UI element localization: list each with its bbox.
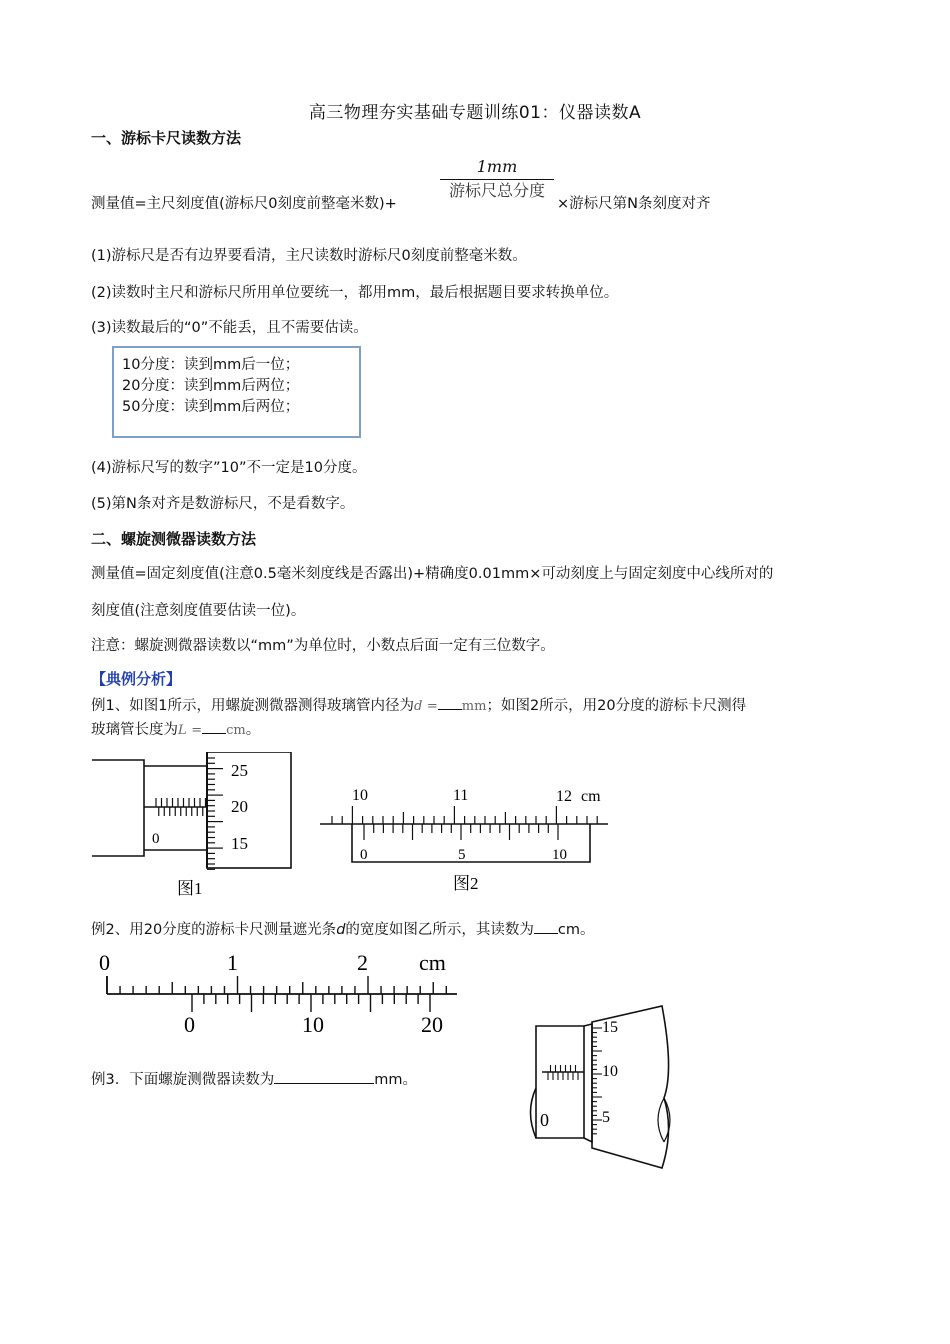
fig2-vernier-label-0: 0 bbox=[360, 847, 368, 863]
ex2-text-c: cm。 bbox=[557, 922, 595, 938]
point-3: (3)读数最后的“0”不能丢，且不需要估读。 bbox=[91, 320, 368, 336]
box-line: 20分度：读到mm后两位； bbox=[122, 378, 300, 394]
answer-blank[interactable] bbox=[202, 733, 226, 734]
fig3-vernier-label-0: 0 bbox=[184, 1012, 195, 1037]
ex2-text-a: 例2、用20分度的游标卡尺测量遮光条 bbox=[91, 922, 337, 938]
fig3-vernier-label-10: 10 bbox=[302, 1012, 324, 1037]
fig4-thimble-label-15: 15 bbox=[602, 1019, 618, 1036]
precision-box bbox=[112, 346, 361, 438]
example3-line bbox=[91, 1068, 417, 1089]
figure4-micrometer bbox=[522, 1002, 682, 1172]
ex1-unit-cm: cm bbox=[226, 723, 246, 738]
point-2: (2)读数时主尺和游标尺所用单位要统一，都用mm，最后根据题目要求转换单位。 bbox=[91, 285, 619, 301]
example2-line bbox=[91, 918, 595, 939]
fig3-main-label-2: 2 bbox=[357, 950, 368, 975]
answer-blank[interactable] bbox=[438, 709, 462, 710]
ex1-end: 。 bbox=[245, 722, 261, 738]
ex3-text-b: mm。 bbox=[374, 1072, 417, 1088]
fraction-denominator: 游标尺总分度 bbox=[448, 181, 545, 200]
fig2-vernier-label-10: 10 bbox=[552, 847, 567, 863]
answer-blank[interactable] bbox=[534, 933, 558, 934]
figure3-vernier bbox=[95, 948, 465, 1038]
formula-prefix: 测量值=主尺刻度值(游标尺0刻度前整毫米数)+ bbox=[91, 196, 397, 212]
formula-fraction bbox=[436, 156, 558, 201]
section2-heading: 二、螺旋测微器读数方法 bbox=[91, 530, 257, 548]
fig3-vernier-label-20: 20 bbox=[421, 1012, 443, 1037]
box-line: 50分度：读到mm后两位； bbox=[122, 399, 300, 415]
micrometer-line1: 测量值=固定刻度值(注意0.5毫米刻度线是否露出)+精确度0.01mm×可动刻度上与固定刻度中心线所对的 bbox=[91, 566, 774, 582]
example1-line1 bbox=[91, 694, 746, 715]
point-1: (1)游标尺是否有边界要看清，主尺读数时游标尺0刻度前整毫米数。 bbox=[91, 248, 527, 264]
micrometer-note: 注意：螺旋测微器读数以“mm”为单位时，小数点后面一定有三位数字。 bbox=[91, 638, 555, 654]
section1-heading: 一、游标卡尺读数方法 bbox=[91, 129, 242, 147]
figure1-micrometer bbox=[90, 752, 305, 902]
point-5: (5)第N条对齐是数游标尺，不是看数字。 bbox=[91, 496, 355, 512]
fig2-main-label-11: 11 bbox=[453, 787, 469, 804]
ex1-eq2: = bbox=[191, 723, 203, 738]
fig2-main-label-10: 10 bbox=[352, 787, 368, 804]
example1-line2 bbox=[91, 718, 260, 739]
point-4: (4)游标尺写的数字”10”不一定是10分度。 bbox=[91, 460, 367, 476]
fig1-thimble-label-15: 15 bbox=[231, 834, 248, 853]
fraction-numerator: 1mm bbox=[476, 157, 518, 176]
ex1-var-d: d bbox=[413, 699, 423, 714]
ex1-text-b: ；如图2所示，用20分度的游标卡尺测得 bbox=[486, 698, 747, 714]
answer-blank[interactable] bbox=[274, 1083, 374, 1084]
fig3-unit: cm bbox=[419, 950, 446, 975]
fig4-thimble-label-10: 10 bbox=[602, 1063, 618, 1080]
ex1-unit-mm: mm bbox=[461, 699, 487, 714]
fraction-bar bbox=[440, 179, 554, 180]
formula-suffix: ×游标尺第N条刻度对齐 bbox=[557, 196, 711, 212]
ex1-var-L: L bbox=[178, 723, 187, 738]
box-line: 10分度：读到mm后一位； bbox=[122, 357, 300, 373]
fig3-main-label-1: 1 bbox=[227, 950, 238, 975]
ex2-var-d: d bbox=[336, 922, 346, 938]
ex1-text-a: 例1、如图1所示，用螺旋测微器测得玻璃管内径为 bbox=[91, 698, 414, 714]
fig1-thimble-label-25: 25 bbox=[231, 761, 248, 780]
fig2-caption: 图2 bbox=[453, 874, 479, 893]
fig2-unit: cm bbox=[581, 788, 601, 805]
page-title: 高三物理夯实基础专题训练01：仪器读数A bbox=[308, 103, 642, 123]
ex1-eq: = bbox=[426, 699, 438, 714]
ex1-text-c: 玻璃管长度为 bbox=[91, 722, 178, 738]
fig1-thimble-label-20: 20 bbox=[231, 797, 248, 816]
fig1-caption: 图1 bbox=[177, 879, 203, 898]
fig3-main-label-0: 0 bbox=[99, 950, 110, 975]
fig1-sleeve-zero: 0 bbox=[152, 831, 160, 847]
fig2-vernier-label-5: 5 bbox=[458, 847, 466, 863]
fig4-sleeve-zero: 0 bbox=[540, 1110, 549, 1130]
ex2-text-b: 的宽度如图乙所示，其读数为 bbox=[345, 922, 534, 938]
ex3-text-a: 例3．下面螺旋测微器读数为 bbox=[91, 1072, 275, 1088]
fig2-main-label-12: 12 bbox=[556, 788, 572, 805]
examples-heading: 【典例分析】 bbox=[91, 670, 182, 688]
micrometer-line2: 刻度值(注意刻度值要估读一位)。 bbox=[91, 603, 306, 619]
fig4-thimble-label-5: 5 bbox=[602, 1109, 610, 1126]
figure2-vernier bbox=[318, 782, 613, 897]
